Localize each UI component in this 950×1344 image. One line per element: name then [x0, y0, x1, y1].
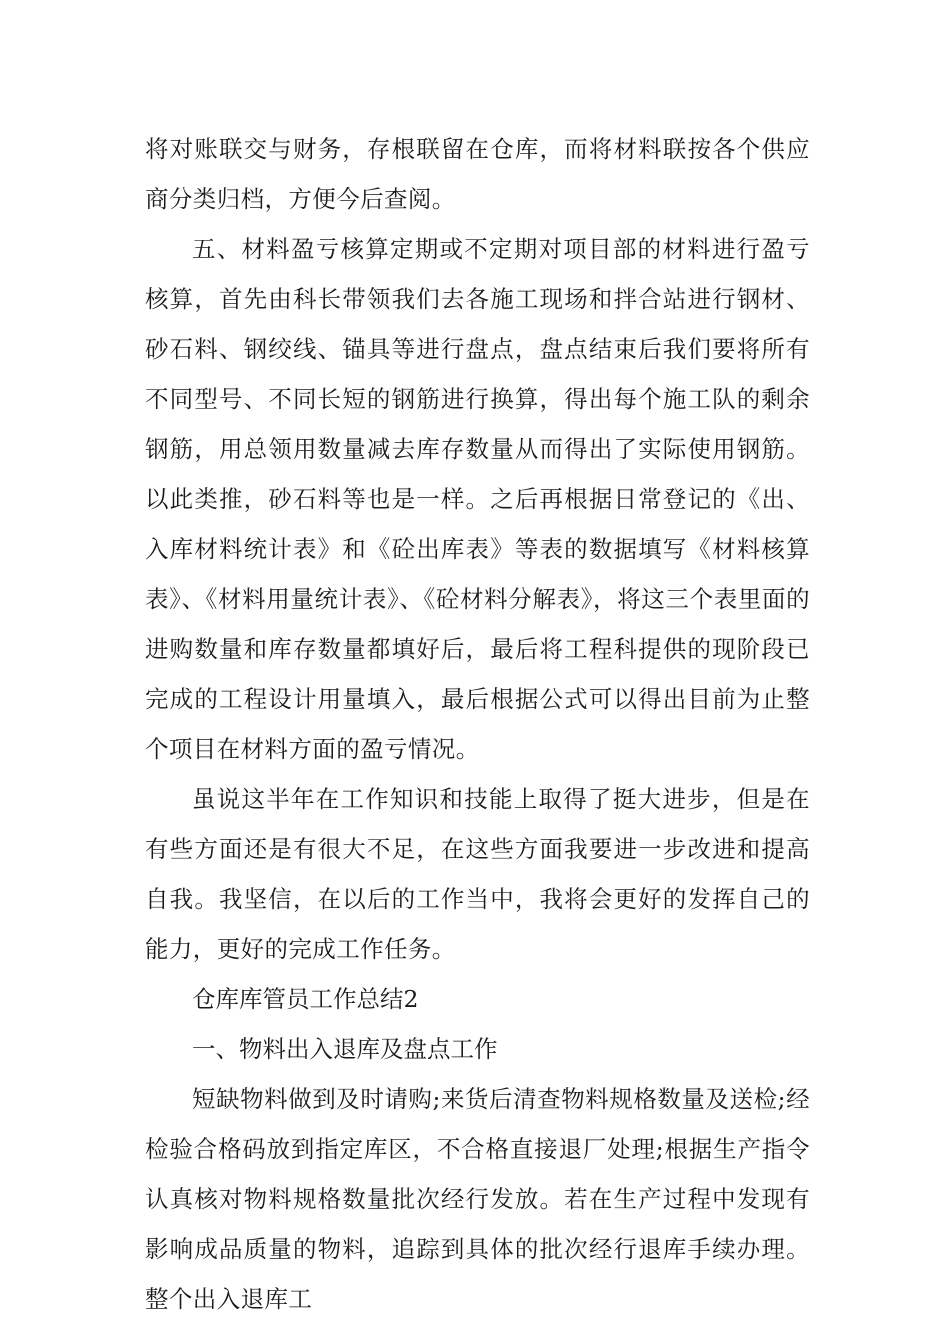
paragraph-reconciliation: 将对账联交与财务，存根联留在仓库，而将材料联按各个供应商分类归档，方便今后查阅。: [145, 135, 810, 213]
subsection-title: 一、物料出入退库及盘点工作: [192, 1035, 498, 1063]
paragraph-material-accounting: 五、材料盈亏核算定期或不定期对项目部的材料进行盈亏核算，首先由科长带领我们去各施工现场和拌合站进行钢材、砂石料、钢绞线、锚具等进行盘点，盘点结束后我们要将所有不同型号、不同长短的钢筋进行换算，得出每个施工队的剩余钢筋，用总领用数量减去库存数量从而得出了实际使用钢筋。以此类推，砂石料等也是一样。之后再根据日常登记的《出、入库材料统计表》和《砼出库表》等表的数据填写《材料核算表》、《材料用量统计表》、《砼材料分解表》，将这三个表里面的进购数量和库存数量都填好后，最后将工程科提供的现阶段已完成的工程设计用量填入，最后根据公式可以得出目前为止整个项目在材料方面的盈亏情况。: [145, 235, 810, 763]
paragraph-self-assessment: 虽说这半年在工作知识和技能上取得了挺大进步，但是在有些方面还是有很大不足，在这些方面我要进一步改进和提高自我。我坚信，在以后的工作当中，我将会更好的发挥自己的能力，更好的完成工作任务。: [145, 785, 810, 963]
section-title: 仓库库管员工作总结2: [192, 985, 419, 1013]
paragraph-material-flow: 短缺物料做到及时请购;来货后清查物料规格数量及送检;经检验合格码放到指定库区，不合格直接退厂处理;根据生产指令认真核对物料规格数量批次经行发放。若在生产过程中发现有影响成品质量的物料，追踪到具体的批次经行退库手续办理。整个出入退库工: [145, 1085, 810, 1313]
document-page: [145, 124, 810, 1324]
